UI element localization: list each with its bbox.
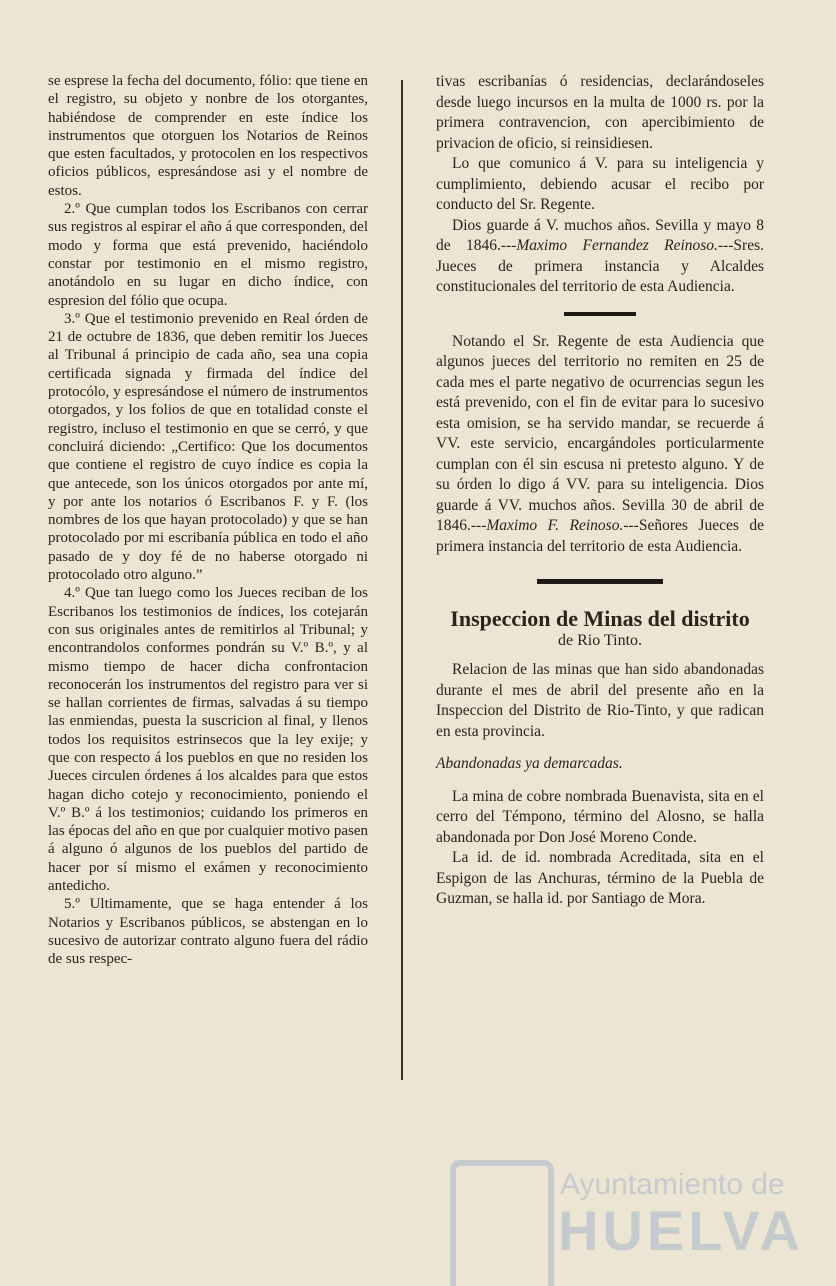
left-paragraph-3: 3.º Que el testimonio prevenido en Real órden de 21 de octubre de 1836, que deben remitir los Jueces al Tribunal á principio de cada año, sea una copia certificada signada y firmada del índice del protocólo, y espresándose el número de instrumentos otorgados, y los folios de que en totalidad conste el registro, incluso el testimonio en que se cerró, y que concluirá diciendo: „Certifico: Que los documentos que contiene el registro de cuyo índice es copia la que antecede, son los únicos otorgados por ante mí, y por ante los notarios ó Escribanos F. y F. (los nombres de los que hayan protocolado) y que se han protocolado por mi escribanía pública en todo el año pasado de y doy fé de no haberse otorgado ni protocolado otro alguno.” bbox=[48, 310, 368, 584]
right-continuation: tivas escribanías ó residencias, declarándoseles desde luego incursos en la multa de 1000 rs. por la primera contravencion, con apercibimiento de privacion de oficio, si reinsidiesen. bbox=[436, 73, 764, 152]
regente-notice-text: Notando el Sr. Regente de esta Audiencia que algunos jueces del territorio no remiten en 25 de cada mes el parte negativo de ocurrencias segun les está prevenido, con el fin de evitar para lo sucesivo esta omision, se ha servido mandar, se recuerde á VV. este servicio, encargándoles porticularmente cumplan con él sin escusa ni pretesto alguno. Y de su órden lo digo á VV. para su inteligencia. Dios guarde á VV. muchos años. Sevilla 30 de abril de 1846.--- bbox=[436, 332, 764, 534]
signature-2: Maximo F. Reinoso. bbox=[486, 517, 624, 534]
shield-icon bbox=[450, 1160, 554, 1286]
dios-guarde-text: Dios guarde á V. muchos años. Sevilla y mayo 8 de 1846.--- bbox=[436, 216, 764, 254]
regente-notice bbox=[436, 332, 764, 558]
watermark-line-2: HUELVA bbox=[558, 1199, 804, 1262]
right-dios-guarde bbox=[436, 216, 764, 298]
abandonadas-subheading: Abandonadas ya demarcadas. bbox=[436, 755, 623, 772]
section-title: Inspeccion de Minas del distrito bbox=[450, 606, 750, 631]
ayuntamiento-watermark bbox=[430, 1140, 830, 1280]
separator-rule-2 bbox=[537, 579, 663, 584]
column-divider bbox=[401, 80, 403, 1080]
right-column bbox=[436, 72, 764, 910]
separator-rule-1 bbox=[564, 312, 636, 316]
signature-1: Maximo Fernandez Reinoso. bbox=[516, 237, 718, 254]
section-subtitle: de Rio Tinto. bbox=[557, 632, 643, 649]
regente-notice-recipients: ---Señores Jueces de primera instancia del territorio de esta Audiencia. bbox=[436, 517, 764, 555]
left-column bbox=[48, 72, 368, 969]
left-paragraph-5: 5.º Ultimamente, que se haga entender á los Notarios y Escribanos públicos, se abstengan en lo sucesivo de autorizar contrato alguno fuera del rádio de sus respec- bbox=[48, 896, 368, 968]
dios-guarde-recipients: ---Sres. Jueces de primera instancia y Alcaldes constitucionales del territorio de esta Audiencia. bbox=[436, 237, 764, 295]
mina-acreditada: La id. de id. nombrada Acreditada, sita en el Espigon de las Anchuras, término de la Puebla de Guzman, se halla id. por Santiago de Mora. bbox=[436, 849, 764, 907]
left-paragraph-2: 2.º Que cumplan todos los Escribanos con cerrar sus registros al espirar el año á que corresponden, del modo y forma que está prevenido, haciéndolo constar por testimonio en el mismo registro, anotándolo en su lugar en dicho índice, con espresion del fólio que ocupa. bbox=[48, 201, 368, 309]
left-paragraph-1: se esprese la fecha del documento, fólio: que tiene en el registro, su objeto y nonbre de los otorgantes, habiéndose de comprender en este índice los instrumentos que otorguen los Notarios de Reinos que esten facultados, y protocolen en los respectivos oficios públicos, espresándose asi y el nombre de estos. bbox=[48, 73, 368, 199]
right-comunico: Lo que comunico á V. para su inteligencia y cumplimiento, debiendo acusar el recibo por conducto del Sr. Regente. bbox=[436, 155, 764, 213]
mina-buenavista: La mina de cobre nombrada Buenavista, sita en el cerro del Témpono, término del Alosno, se halla abandonada por Don José Moreno Conde. bbox=[436, 787, 764, 846]
left-paragraph-4: 4.º Que tan luego como los Jueces reciban de los Escribanos los testimonios de índices, los cotejarán con sus originales antes de remitirlos al Tribunal; y encontrandolos conformes pondrán su V.º B.º, y al mismo tiempo de hacer dicha confrontacion reconocerán los instrumentos del registro para ver si se hallan corrientes de firmas, salvadas á su tiempo las enmiendas, puesta la suscricion al final, y llenos todos los requisitos estrinsecos que la ley exije; y que con respecto á los pueblos en que no residen los Jueces circulen órdenes á los alcaldes para que estos hagan dicho cotejo y reconocimiento, poniendo el V.º B.º á los testimonios; cuidando los primeros en las épocas del año en que por cualquier motivo pasen á alguno ó algunos de los pueblos del partido de hacer por sí mismo el exámen y reconocimiento antedicho. bbox=[48, 585, 368, 895]
relacion-paragraph: Relacion de las minas que han sido abandonadas durante el mes de abril del presente año en la Inspeccion del Distrito de Rio-Tinto, y que radican en esta provincia. bbox=[436, 661, 764, 740]
watermark-line-1: Ayuntamiento de bbox=[560, 1168, 785, 1201]
